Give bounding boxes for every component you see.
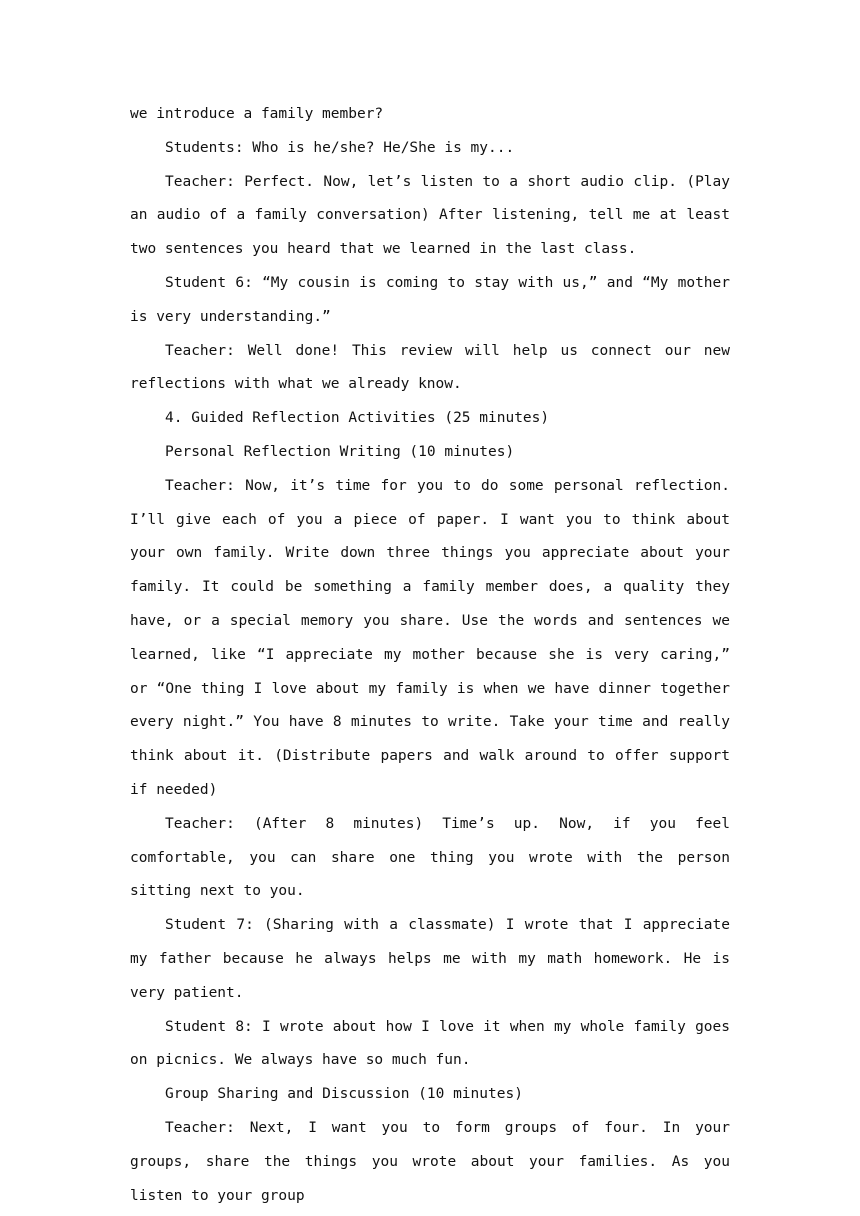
paragraph-teacher-times-up: Teacher: (After 8 minutes) Time’s up. Now, if you feel comfortable, you can share one thing you wrote with the person sitting next to you. xyxy=(130,815,730,900)
paragraph-students-reply: Students: Who is he/she? He/She is my... xyxy=(165,139,515,156)
paragraph-student-8: Student 8: I wrote about how I love it when my whole family goes on picnics. We always have so much fun. xyxy=(130,1018,730,1069)
paragraph-teacher-well-done: Teacher: Well done! This review will help us connect our new reflections with what we already know. xyxy=(130,342,730,393)
paragraph-continuation: we introduce a family member? xyxy=(130,106,384,122)
section-heading-guided-reflection: 4. Guided Reflection Activities (25 minutes) xyxy=(165,410,550,427)
paragraph-student-6: Student 6: “My cousin is coming to stay with us,” and “My mother is very understanding.” xyxy=(130,274,730,325)
subheading-personal-reflection: Personal Reflection Writing (10 minutes) xyxy=(165,443,515,460)
paragraph-student-7: Student 7: (Sharing with a classmate) I wrote that I appreciate my father because he always helps me with my math homework. He is very patient. xyxy=(130,917,730,1001)
document-page xyxy=(130,98,730,1213)
paragraph-teacher-audio: Teacher: Perfect. Now, let’s listen to a short audio clip. (Play an audio of a family conversation) After listening, tell me at least two sentences you heard that we learned in the last class. xyxy=(130,173,730,258)
paragraph-teacher-groups: Teacher: Next, I want you to form groups of four. In your groups, share the things you wrote about your families. As you listen to your group xyxy=(130,1119,730,1204)
subheading-group-sharing: Group Sharing and Discussion (10 minutes) xyxy=(165,1086,523,1103)
paragraph-teacher-reflection: Teacher: Now, it’s time for you to do some personal reflection. I’ll give each of you a piece of paper. I want you to think about your own family. Write down three things you appreciate about your family. It could be something a family member does, a quality they have, or a special memory you share. Use the words and sentences we learned, like “I appreciate my mother because she is very caring,” or “One thing I love about my family is when we have dinner together every night.” You have 8 minutes to write. Take your time and really think about it. (Distribute papers and walk around to offer support if needed) xyxy=(130,477,730,798)
